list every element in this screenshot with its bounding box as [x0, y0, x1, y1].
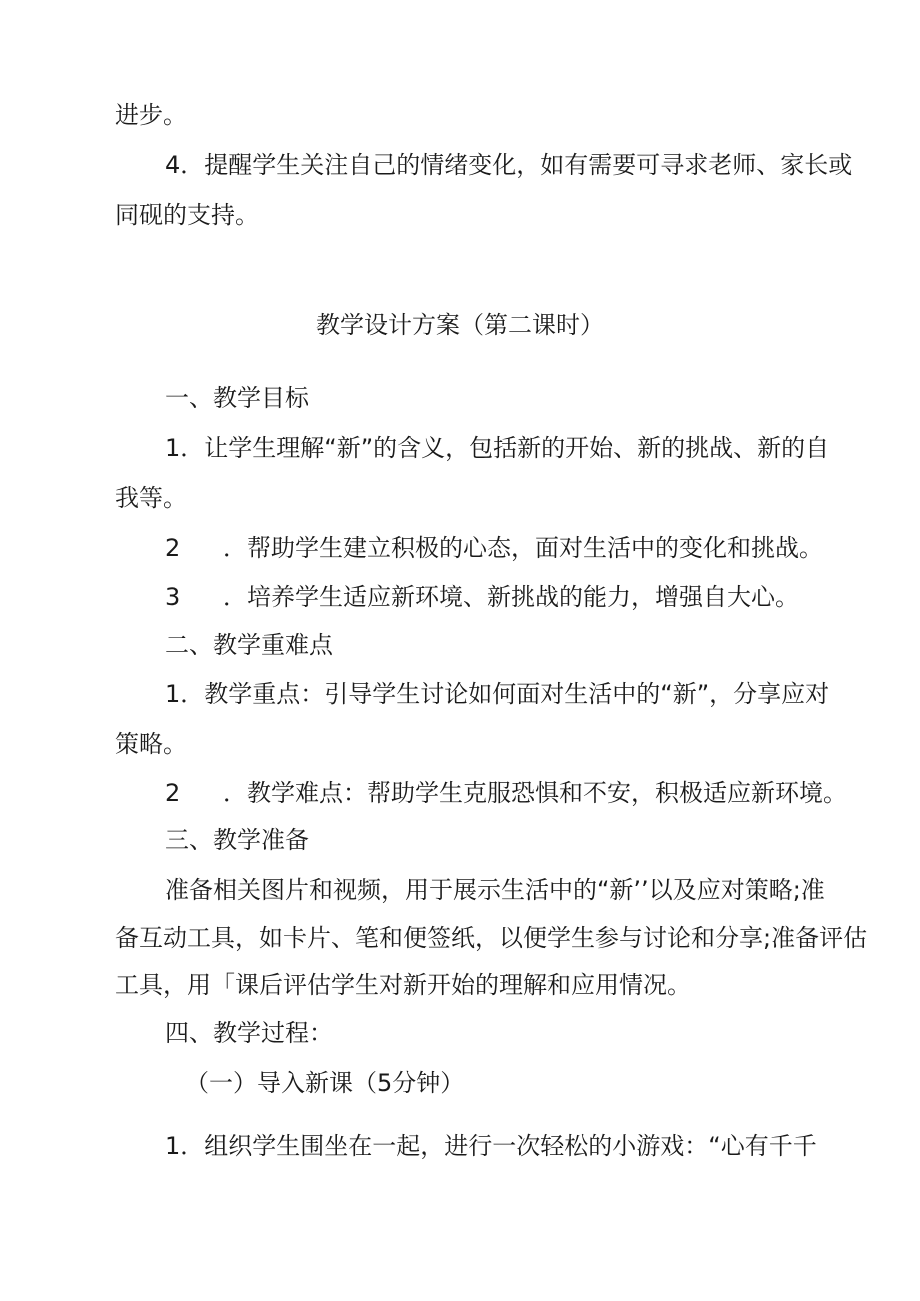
paragraph-line: 我等。 — [115, 484, 187, 512]
list-item-1: 1．教学重点：引导学生讨论如何面对生活中的“新”，分享应对 — [165, 680, 830, 708]
list-text: ．教学难点：帮助学生克服恐惧和不安，积极适应新环境。 — [223, 779, 847, 807]
list-number: 2 — [165, 534, 181, 562]
paragraph-line: 策略。 — [115, 730, 187, 758]
list-item-2 — [165, 778, 847, 808]
section-title: 教学设计方案（第二课时） — [316, 311, 604, 339]
heading-key-points: 二、教学重难点 — [165, 631, 333, 659]
subheading-intro: （一）导入新课（5分钟） — [185, 1069, 465, 1097]
list-number: 3 — [165, 583, 181, 611]
list-text: ．帮助学生建立积极的心态，面对生活中的变化和挑战。 — [223, 534, 823, 562]
list-item-1: 1．让学生理解“新”的含义，包括新的开始、新的挑战、新的自 — [165, 434, 830, 462]
paragraph-line: 进步。 — [115, 101, 187, 129]
list-text: ．培养学生适应新环境、新挑战的能力，增强自大心。 — [223, 583, 799, 611]
heading-process: 四、教学过程： — [165, 1019, 333, 1047]
paragraph-line: 工具，用「课后评估学生对新开始的理解和应用情况。 — [115, 971, 691, 999]
list-item-2 — [165, 533, 823, 563]
heading-objectives: 一、教学目标 — [165, 384, 309, 412]
paragraph-line: 准备相关图片和视频，用于展示生活中的“新’’以及应对策略;准 — [165, 876, 825, 904]
paragraph-line: 备互动工具，如卡片、笔和便签纸，以便学生参与讨论和分享;准备评估 — [115, 924, 868, 952]
list-item-4: 4．提醒学生关注自己的情绪变化，如有需要可寻求老师、家长或 — [165, 151, 853, 179]
list-item-3 — [165, 582, 799, 612]
list-item-1: 1．组织学生围坐在一起，进行一次轻松的小游戏：“心有千千 — [165, 1132, 817, 1160]
paragraph-line: 同砚的支持。 — [115, 201, 259, 229]
list-number: 2 — [165, 779, 181, 807]
heading-preparation: 三、教学准备 — [165, 826, 309, 854]
